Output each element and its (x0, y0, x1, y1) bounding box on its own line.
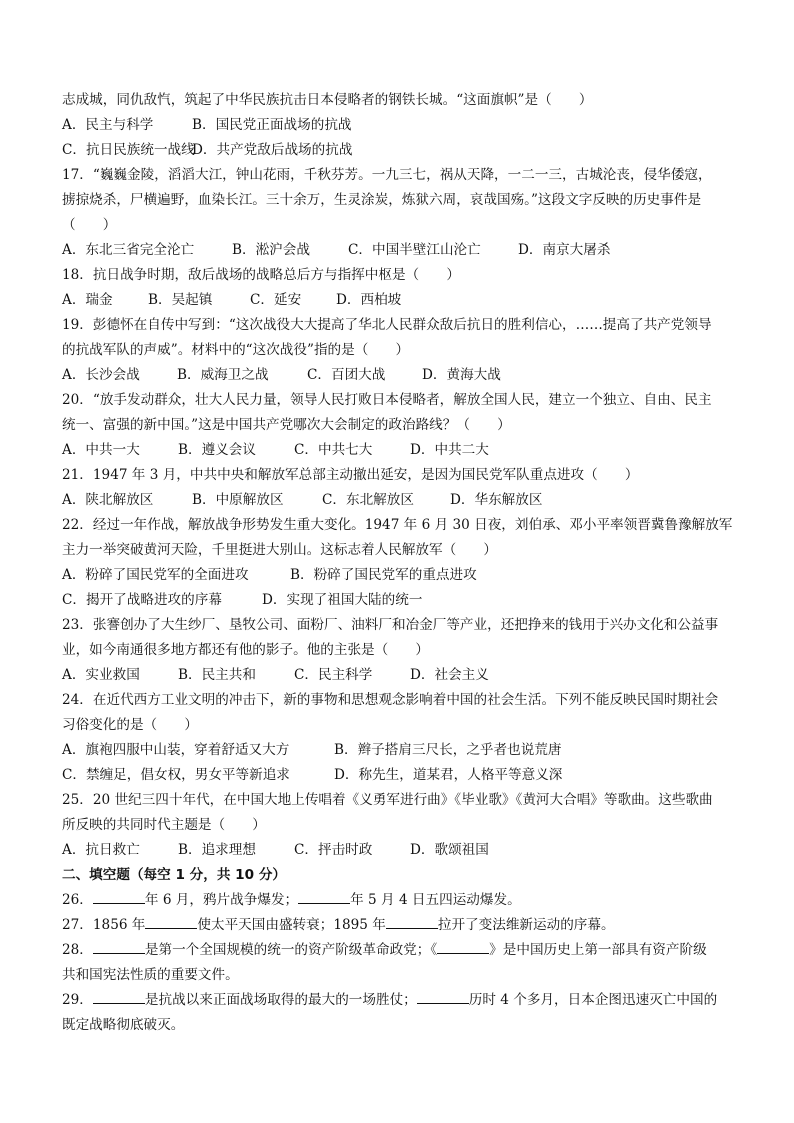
q23-stem-1: 23．张謇创办了大生纱厂、垦牧公司、面粉厂、油料厂和冶金厂等产业，还把挣来的钱用于兴办文化和公益事 (62, 617, 719, 633)
q28 (62, 938, 742, 963)
q25-option-c: C．抨击时政 (294, 842, 373, 858)
q16-options (62, 113, 742, 138)
q25-options (62, 838, 742, 863)
q27-blank-2[interactable] (386, 914, 438, 929)
q22-stem-2: 主力一举突破黄河天险，千里挺进大别山。这标志着人民解放军（ ） (62, 542, 497, 558)
q29-number: 29． (62, 992, 93, 1008)
q19-option-c: C．百团大战 (307, 367, 386, 383)
q20-stem-2: 统一、富强的新中国。”这是中国共产党哪次大会制定的政治路线？（ ） (62, 417, 511, 433)
q19-stem-1: 19．彭德怀在自传中写到：“这次战役大大提高了华北人民群众敌后抗日的胜利信心，……提高了共产党领导 (62, 317, 712, 333)
q29-blank-2[interactable] (417, 989, 469, 1004)
q21-option-d: D．华东解放区 (450, 492, 543, 508)
q23-stem-2: 业，如今南通很多地方都还有他的影子。他的主张是（ ） (62, 642, 430, 658)
q27-number: 27．1856 年 (62, 917, 146, 933)
q20-option-c: C．中共七大 (294, 442, 373, 458)
q23-option-b: B．民主共和 (178, 667, 256, 683)
q22-options (62, 563, 742, 588)
q29-text-2: 历时 4 个多月，日本企图迅速灭亡中国的 (468, 992, 718, 1008)
q25-stem-2: 所反映的共同时代主题是（ ） (62, 817, 266, 833)
q29-blank-1[interactable] (93, 989, 145, 1004)
q19-options (62, 363, 742, 388)
q26-text-2: 年 5 月 4 日五四运动爆发。 (350, 892, 521, 908)
q26-number: 26． (62, 892, 93, 908)
q16-option-d: D．共产党敌后战场的抗战 (192, 142, 353, 158)
exam-page (62, 88, 742, 1038)
q18-option-a: A．瑞金 (62, 292, 113, 308)
q24-option-b: B．辫子搭肩三尺长，之乎者也说荒唐 (334, 742, 562, 758)
q24-stem-1: 24．在近代西方工业文明的冲击下，新的事物和思想观念影响着中国的社会生活。下列不能反映民国时期社会 (62, 692, 719, 708)
q22-option-c: C．揭开了战略进攻的序幕 (62, 592, 222, 608)
q18-option-d: D．西柏坡 (336, 292, 402, 308)
q25-stem-1: 25．20 世纪三四十年代，在中国大地上传唱着《义勇军进行曲》《毕业歌》《黄河大合唱》等歌曲。这些歌曲 (62, 792, 713, 808)
q28-line-2: 共和国宪法性质的重要文件。 (62, 967, 239, 983)
q21-stem: 21．1947 年 3 月，中共中央和解放军总部主动撤出延安，是因为国民党军队重点进攻（ ） (62, 467, 639, 483)
section-heading-fill-blank: 二、填空题（每空 1 分，共 10 分） (62, 867, 287, 883)
q17-stem-1: 17．“巍巍金陵，滔滔大江，钟山花雨，千秋芬芳。一九三七，祸从天降，一二一三，古城沦丧，侵华倭寇， (62, 167, 712, 183)
q24-option-d: D．称先生，道某君，人格平等意义深 (334, 767, 563, 783)
q21-options (62, 488, 742, 513)
q26-text-1: 年 6 月，鸦片战争爆发； (144, 892, 299, 908)
q22-option-b: B．粉碎了国民党军的重点进攻 (290, 567, 477, 583)
q28-text-1: 是第一个全国规模的统一的资产阶级革命政党；《 (144, 942, 438, 958)
q17-option-c: C．中国半壁江山沦亡 (348, 242, 481, 258)
q22-options-2 (62, 588, 742, 613)
q22-option-a: A．粉碎了国民党军的全面进攻 (62, 567, 249, 583)
q23-option-a: A．实业救国 (62, 667, 140, 683)
q17-option-a: A．东北三省完全沦亡 (62, 242, 195, 258)
q24-option-c: C．禁缠足，倡女权，男女平等新追求 (62, 767, 290, 783)
q28-text-2: 》是中国历史上第一部具有资产阶级 (489, 942, 707, 958)
q29 (62, 988, 742, 1013)
q22-stem-1: 22．经过一年作战，解放战争形势发生重大变化。1947 年 6 月 30 日夜，刘伯承、邓小平率领晋冀鲁豫解放军 (62, 517, 733, 533)
q19-option-d: D．黄海大战 (422, 367, 501, 383)
q23-option-c: C．民主科学 (294, 667, 373, 683)
q18-option-c: C．延安 (250, 292, 302, 308)
q19-option-a: A．长沙会战 (62, 367, 140, 383)
q16-option-a: A．民主与科学 (62, 117, 154, 133)
q17-option-b: B．淞沪会战 (232, 242, 310, 258)
q19-stem-2: 的抗战军队的声威”。材料中的“这次战役”指的是（ ） (62, 342, 410, 358)
q27-text-1: 使太平天国由盛转衰；1895 年 (197, 917, 386, 933)
q16-stem: 志成城，同仇敌忾，筑起了中华民族抗击日本侵略者的钢铁长城。“这面旗帜”是（ ） (62, 92, 593, 108)
q28-blank-1[interactable] (93, 939, 145, 954)
q21-option-c: C．东北解放区 (322, 492, 414, 508)
q27 (62, 913, 742, 938)
q20-stem-1: 20．“放手发动群众，壮大人民力量，领导人民打败日本侵略者，解放全国人民，建立一个独立、自由、民主 (62, 392, 712, 408)
q21-option-b: B．中原解放区 (192, 492, 284, 508)
q17-stem-2: 掳掠烧杀，尸横遍野，血染长江。三十余万，生灵涂炭，炼狱六周，哀哉国殇。”这段文字反映的历史事件是 (62, 192, 702, 208)
q23-options (62, 663, 742, 688)
q24-stem-2: 习俗变化的是（ ） (62, 717, 198, 733)
q28-blank-2[interactable] (437, 939, 489, 954)
q23-option-d: D．社会主义 (410, 667, 489, 683)
q17-stem-3: （ ） (62, 217, 117, 233)
q29-line-2: 既定战略彻底破灭。 (62, 1017, 185, 1033)
q18-options (62, 288, 742, 313)
q20-option-b: B．遵义会议 (178, 442, 256, 458)
q20-options (62, 438, 742, 463)
q16-option-c: C．抗日民族统一战线 (62, 142, 195, 158)
q18-stem: 18．抗日战争时期，敌后战场的战略总后方与指挥中枢是（ ） (62, 267, 460, 283)
q25-option-b: B．追求理想 (178, 842, 256, 858)
q29-text-1: 是抗战以来正面战场取得的最大的一场胜仗； (144, 992, 417, 1008)
q19-option-b: B．威海卫之战 (177, 367, 269, 383)
q17-option-d: D．南京大屠杀 (518, 242, 611, 258)
q26 (62, 888, 742, 913)
q27-text-2: 拉开了变法维新运动的序幕。 (437, 917, 615, 933)
q20-option-a: A．中共一大 (62, 442, 140, 458)
q18-option-b: B．吴起镇 (148, 292, 213, 308)
q24-options-2 (62, 763, 742, 788)
q21-option-a: A．陕北解放区 (62, 492, 154, 508)
q20-option-d: D．中共二大 (410, 442, 489, 458)
q28-number: 28． (62, 942, 93, 958)
q24-option-a: A．旗袍四服中山装，穿着舒适又大方 (62, 742, 290, 758)
q26-blank-2[interactable] (298, 889, 350, 904)
q17-options (62, 238, 742, 263)
q25-option-d: D．歌颂祖国 (410, 842, 489, 858)
q16-option-b: B．国民党正面战场的抗战 (192, 117, 352, 133)
q24-options (62, 738, 742, 763)
q25-option-a: A．抗日救亡 (62, 842, 140, 858)
q27-blank-1[interactable] (145, 914, 197, 929)
q26-blank-1[interactable] (93, 889, 145, 904)
q22-option-d: D．实现了祖国大陆的统一 (262, 592, 423, 608)
q16-options-2 (62, 138, 742, 163)
